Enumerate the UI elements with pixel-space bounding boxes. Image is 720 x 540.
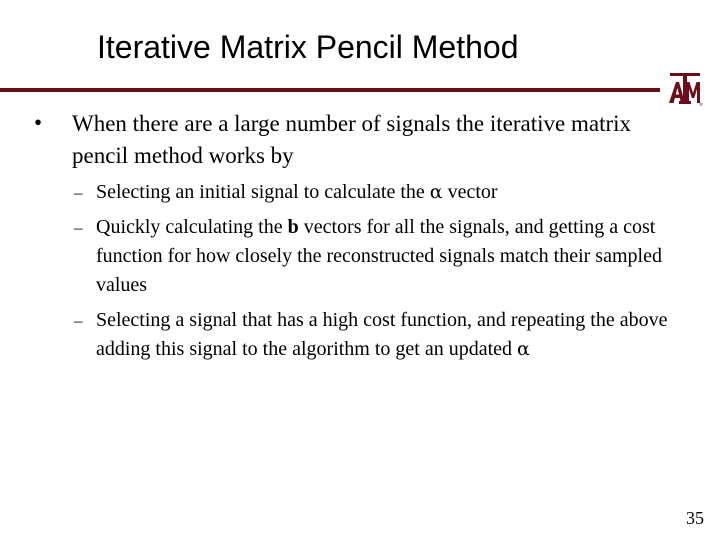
subbullet-text-1-before: Selecting an initial signal to calculate the — [96, 181, 430, 203]
subbullet-dash-3: – — [74, 311, 83, 330]
subbullet-dash-1: – — [74, 183, 83, 202]
slide-title: Iterative Matrix Pencil Method — [97, 29, 519, 65]
subbullet-text-1-after: vector — [442, 181, 498, 203]
bullet-text: When there are a large number of signals the iterative matrix pencil method works by — [72, 111, 632, 168]
b-vector-symbol: b — [287, 216, 299, 238]
texas-am-logo-icon — [668, 72, 702, 106]
subbullet-text-1 — [96, 178, 701, 207]
trademark-symbol: ® — [699, 102, 703, 107]
subbullet-text-2-after: vectors for all the signals, and getting a cost function for how closely the reconstructed signals match their sampled values — [96, 216, 662, 296]
page-number: 35 — [686, 508, 704, 528]
alpha-symbol: α — [517, 338, 530, 360]
subbullet-text-3-before: Selecting a signal that has a high cost function, and repeating the above adding this signal to the algorithm to get an updated — [96, 309, 668, 360]
title-divider — [0, 88, 660, 92]
subbullet-text-3 — [96, 306, 701, 364]
subbullet-text-2-before: Quickly calculating the — [96, 216, 288, 238]
subbullet-text-2 — [96, 213, 701, 300]
alpha-symbol: α — [429, 181, 443, 203]
subbullet-dash-2: – — [74, 218, 83, 237]
bullet-marker: • — [34, 110, 43, 135]
